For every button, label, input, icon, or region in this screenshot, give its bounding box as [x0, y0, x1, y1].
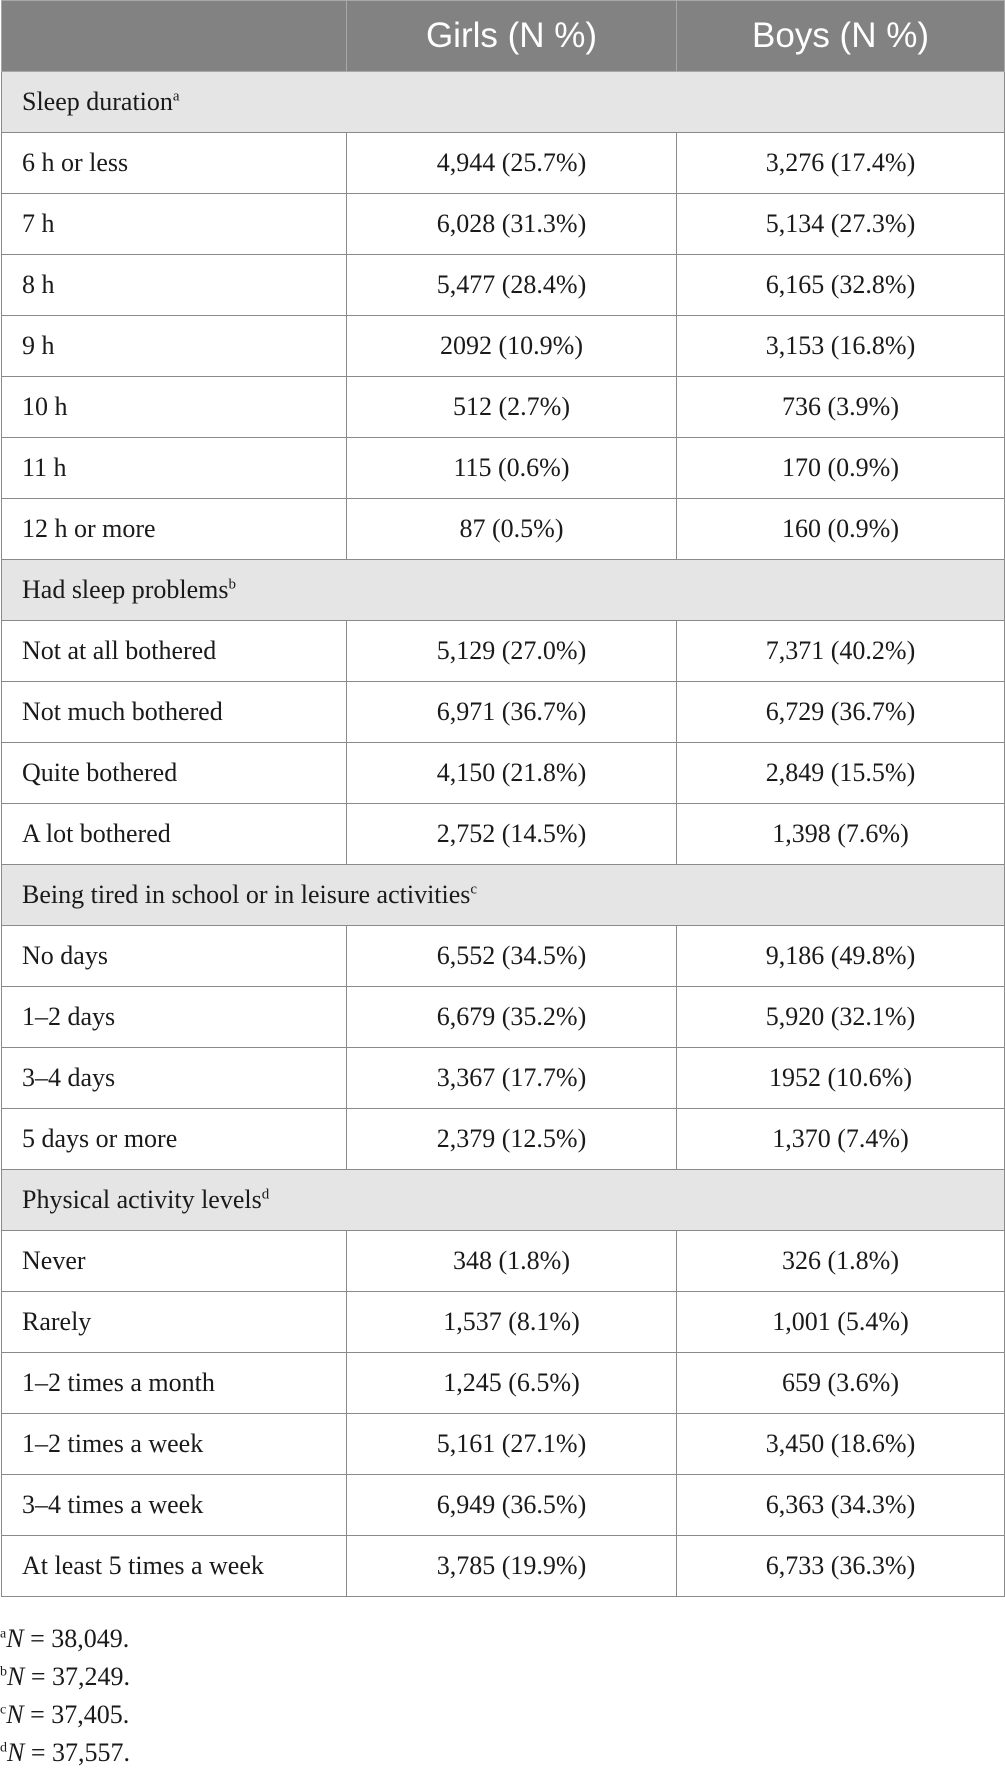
- footnote-mark: b: [0, 1664, 7, 1680]
- row-label: 10 h: [2, 377, 347, 438]
- boys-value: 1,398 (7.6%): [677, 804, 1005, 865]
- row-label: A lot bothered: [2, 804, 347, 865]
- boys-value: 6,733 (36.3%): [677, 1536, 1005, 1597]
- section-footnote-mark: c: [470, 881, 478, 898]
- table-row: [2, 133, 1005, 194]
- girls-value: 1,537 (8.1%): [347, 1292, 677, 1353]
- row-label: At least 5 times a week: [2, 1536, 347, 1597]
- boys-value: 170 (0.9%): [677, 438, 1005, 499]
- section-header-row: [2, 560, 1005, 621]
- footnote-text: = 38,049.: [23, 1624, 130, 1653]
- boys-value: 2,849 (15.5%): [677, 743, 1005, 804]
- girls-value: 2,752 (14.5%): [347, 804, 677, 865]
- header-girls: Girls (N %): [347, 1, 677, 72]
- girls-value: 512 (2.7%): [347, 377, 677, 438]
- girls-value: 4,944 (25.7%): [347, 133, 677, 194]
- boys-value: 6,729 (36.7%): [677, 682, 1005, 743]
- girls-value: 2092 (10.9%): [347, 316, 677, 377]
- row-label: 1–2 times a week: [2, 1414, 347, 1475]
- boys-value: 3,276 (17.4%): [677, 133, 1005, 194]
- header-row: [2, 1, 1005, 72]
- section-title-cell: [2, 1170, 1005, 1231]
- footnote-text: = 37,249.: [24, 1662, 131, 1691]
- table-row: [2, 377, 1005, 438]
- girls-value: 2,379 (12.5%): [347, 1109, 677, 1170]
- row-label: 3–4 days: [2, 1048, 347, 1109]
- row-label: Quite bothered: [2, 743, 347, 804]
- section-title: Physical activity levels: [22, 1185, 262, 1214]
- footnote-variable: N: [6, 1624, 24, 1653]
- row-label: 9 h: [2, 316, 347, 377]
- row-label: 1–2 times a month: [2, 1353, 347, 1414]
- boys-value: 326 (1.8%): [677, 1231, 1005, 1292]
- row-label: 6 h or less: [2, 133, 347, 194]
- table-row: [2, 682, 1005, 743]
- footnote: [0, 1734, 130, 1772]
- footnote-mark: a: [0, 1626, 7, 1642]
- boys-value: 160 (0.9%): [677, 499, 1005, 560]
- section-title: Sleep duration: [22, 87, 173, 116]
- table-row: [2, 316, 1005, 377]
- table-row: [2, 621, 1005, 682]
- row-label: 1–2 days: [2, 987, 347, 1048]
- boys-value: 1952 (10.6%): [677, 1048, 1005, 1109]
- footnote-variable: N: [7, 1738, 25, 1767]
- boys-value: 5,920 (32.1%): [677, 987, 1005, 1048]
- girls-value: 4,150 (21.8%): [347, 743, 677, 804]
- girls-value: 1,245 (6.5%): [347, 1353, 677, 1414]
- girls-value: 5,129 (27.0%): [347, 621, 677, 682]
- boys-value: 3,153 (16.8%): [677, 316, 1005, 377]
- footnote-variable: N: [7, 1662, 25, 1691]
- table-row: [2, 1292, 1005, 1353]
- row-label: 3–4 times a week: [2, 1475, 347, 1536]
- girls-value: 5,161 (27.1%): [347, 1414, 677, 1475]
- section-title: Being tired in school or in leisure activities: [22, 880, 471, 909]
- row-label: 8 h: [2, 255, 347, 316]
- header-boys: Boys (N %): [677, 1, 1005, 72]
- table-row: [2, 1536, 1005, 1597]
- section-title: Had sleep problems: [22, 575, 229, 604]
- table-row: [2, 255, 1005, 316]
- footnote-mark: d: [0, 1740, 7, 1756]
- footnote: [0, 1620, 130, 1658]
- table-row: [2, 438, 1005, 499]
- girls-value: 3,785 (19.9%): [347, 1536, 677, 1597]
- section-header-row: [2, 865, 1005, 926]
- row-label: 7 h: [2, 194, 347, 255]
- boys-value: 5,134 (27.3%): [677, 194, 1005, 255]
- row-label: 12 h or more: [2, 499, 347, 560]
- table-body: [2, 72, 1005, 1597]
- footnote-mark: c: [0, 1702, 7, 1718]
- table-row: [2, 743, 1005, 804]
- row-label: Rarely: [2, 1292, 347, 1353]
- table-row: [2, 194, 1005, 255]
- footnotes: [0, 1620, 130, 1772]
- girls-value: 6,679 (35.2%): [347, 987, 677, 1048]
- table-row: [2, 804, 1005, 865]
- section-title-cell: [2, 865, 1005, 926]
- row-label: Not at all bothered: [2, 621, 347, 682]
- row-label: Not much bothered: [2, 682, 347, 743]
- table-row: [2, 499, 1005, 560]
- section-header-row: [2, 72, 1005, 133]
- boys-value: 3,450 (18.6%): [677, 1414, 1005, 1475]
- girls-value: 6,552 (34.5%): [347, 926, 677, 987]
- sleep-activity-table: [1, 0, 1005, 1597]
- table-row: [2, 1231, 1005, 1292]
- footnote: [0, 1658, 130, 1696]
- girls-value: 6,028 (31.3%): [347, 194, 677, 255]
- girls-value: 3,367 (17.7%): [347, 1048, 677, 1109]
- boys-value: 6,165 (32.8%): [677, 255, 1005, 316]
- row-label: No days: [2, 926, 347, 987]
- table-row: [2, 987, 1005, 1048]
- table-row: [2, 1353, 1005, 1414]
- footnote: [0, 1696, 130, 1734]
- table-row: [2, 926, 1005, 987]
- girls-value: 115 (0.6%): [347, 438, 677, 499]
- boys-value: 7,371 (40.2%): [677, 621, 1005, 682]
- footnote-variable: N: [6, 1700, 24, 1729]
- row-label: 5 days or more: [2, 1109, 347, 1170]
- footnote-text: = 37,557.: [24, 1738, 131, 1767]
- girls-value: 6,971 (36.7%): [347, 682, 677, 743]
- table-row: [2, 1109, 1005, 1170]
- section-footnote-mark: d: [261, 1186, 270, 1203]
- section-title-cell: [2, 72, 1005, 133]
- table-row: [2, 1414, 1005, 1475]
- section-header-row: [2, 1170, 1005, 1231]
- row-label: Never: [2, 1231, 347, 1292]
- girls-value: 6,949 (36.5%): [347, 1475, 677, 1536]
- boys-value: 1,370 (7.4%): [677, 1109, 1005, 1170]
- header-category: [2, 1, 347, 72]
- row-label: 11 h: [2, 438, 347, 499]
- girls-value: 348 (1.8%): [347, 1231, 677, 1292]
- boys-value: 659 (3.6%): [677, 1353, 1005, 1414]
- table-row: [2, 1475, 1005, 1536]
- section-title-cell: [2, 560, 1005, 621]
- boys-value: 6,363 (34.3%): [677, 1475, 1005, 1536]
- boys-value: 1,001 (5.4%): [677, 1292, 1005, 1353]
- section-footnote-mark: b: [228, 576, 237, 593]
- footnote-text: = 37,405.: [23, 1700, 130, 1729]
- table-row: [2, 1048, 1005, 1109]
- boys-value: 736 (3.9%): [677, 377, 1005, 438]
- girls-value: 87 (0.5%): [347, 499, 677, 560]
- girls-value: 5,477 (28.4%): [347, 255, 677, 316]
- boys-value: 9,186 (49.8%): [677, 926, 1005, 987]
- section-footnote-mark: a: [172, 88, 180, 105]
